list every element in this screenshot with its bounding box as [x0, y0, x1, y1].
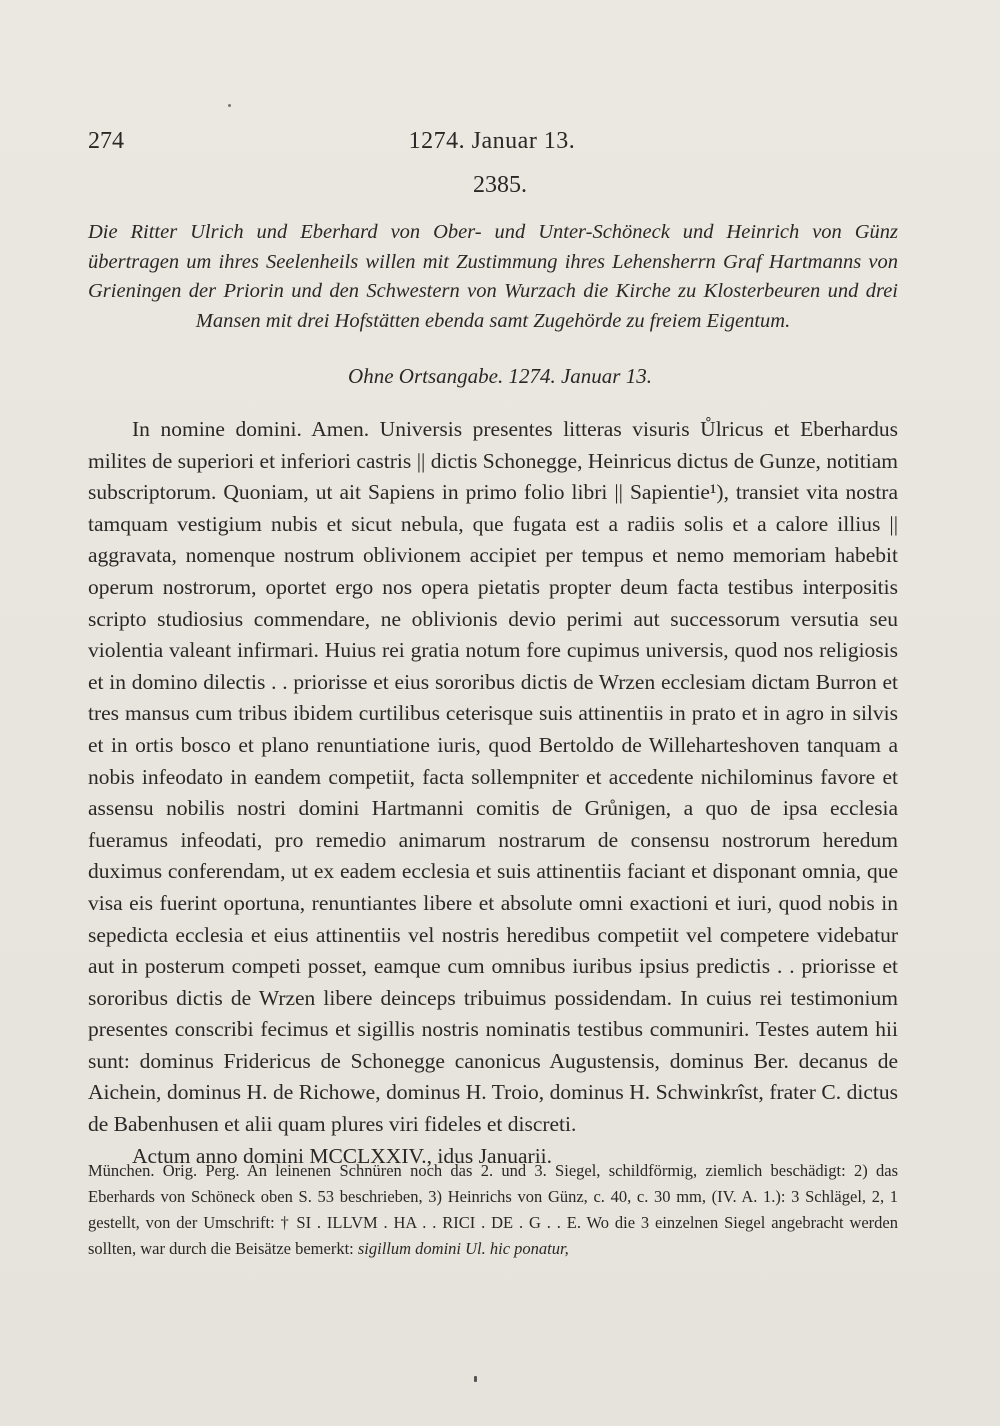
page-header: [88, 128, 896, 158]
main-text: In nomine domini. Amen. Universis presentes litteras visuris Ůlricus et Eberhardus milites de superiori et inferiori castris || dictis Schonegge, Heinricus dictus de Gunze, notitiam subscriptorum. Quoniam, ut ait Sapiens in primo folio libri || Sapientie¹), transiet vita nostra tamquam vestigium nubis et sicut nebula, que fugata est a radiis solis et a calore illius || aggravata, nomenque nostrum oblivionem accipiet per tempus et nemo memoriam habebit operum nostrorum, oportet ergo nos opera pietatis propter deum facta testibus interpositis scripto studiosius commendare, ne oblivionis devio perimi aut successorum versutia seu violentia valeant infirmari. Huius rei gratia notum fore cupimus universis, quod nos religiosis et in domino dilectis . . priorisse et eius sororibus dictis de Wrzen ecclesiam dictam Burron et tres mansus cum tribus ibidem curtilibus ceterisque suis attinentiis in prato et in agro in silvis et in ortis bosco et plano renuntiatione iuris, quod Bertoldo de Willeharteshoven tanquam a nobis infeodato in eandem competiit, facta sollempniter et accedente nichilominus favore et assensu nobilis nostri domini Hartmanni comitis de Grůnigen, a quo de ipsa ecclesia fueramus infeodati, pro remedio animarum nostrarum de consensu nostrorum heredum duximus conferendam, ut ex eadem ecclesia et suis attinentiis faciant et disponant omnia, que visa eis fuerint oportuna, renuntiantes libere et absolute omni exactioni et iuri, quod nobis in sepedicta ecclesia et eius attinentiis vel nostris heredibus competiit vel competere videbatur aut in posterum competi posset, eamque cum omnibus iuribus ipsius predictis . . priorisse et sororibus dictis de Wrzen libere deinceps tribuimus possidendam. In cuius rei testimonium presentes conscribi fecimus et sigillis nostris nominatis testibus communiri. Testes autem hii sunt: dominus Fridericus de Schonegge canonicus Augustensis, dominus Ber. decanus de Aichein, dominus H. de Richowe, dominus H. Troio, dominus H. Schwinkrîst, frater C. dictus de Babenhusen et alii quam plures viri fideles et discreti.: [88, 417, 898, 1137]
note-text: München. Orig. Perg. An leinenen Schnüren noch das 2. und 3. Siegel, schildförmig, ziemlich beschädigt: 2) das Eberhards von Schöneck oben S. 53 beschrieben, 3) Heinrichs von Günz, c. 40, c. 30 mm, (IV. A. 1.): 3 Schlägel, 2, 1 gestellt, von der Umschrift: † SI . ILLVM . HA . . RICI . DE . G . . E. Wo die 3 einzelnen Siegel angebracht werden sollten, war durch die Beisätze bemerkt:: [88, 1161, 898, 1258]
header-date: 1274. Januar 13.: [408, 128, 576, 154]
note-italic-text: sigillum domini Ul. hic ponatur,: [357, 1239, 569, 1258]
page-number: 274: [88, 128, 124, 154]
editorial-note: [88, 1158, 898, 1262]
paper-speck: [228, 104, 231, 107]
paper-mark: [474, 1376, 477, 1382]
document-number: 2385.: [473, 172, 527, 198]
regest-summary: Die Ritter Ulrich und Eberhard von Ober- und Unter-Schöneck und Heinrich von Günz übertragen um ihres Seelenheils willen mit Zustimmung ihres Lehensherrn Graf Hartmanns von Grieningen der Priorin und den Schwestern von Wurzach die Kirche zu Klosterbeuren und drei Mansen mit drei Hofstätten ebenda samt Zugehörde zu freiem Eigentum.: [88, 221, 898, 332]
document-body: [88, 414, 898, 1172]
place-date-line: Ohne Ortsangabe. 1274. Januar 13.: [348, 364, 652, 388]
actum-line: Actum anno domini MCCLXXIV., idus Januarii.: [132, 1143, 553, 1168]
